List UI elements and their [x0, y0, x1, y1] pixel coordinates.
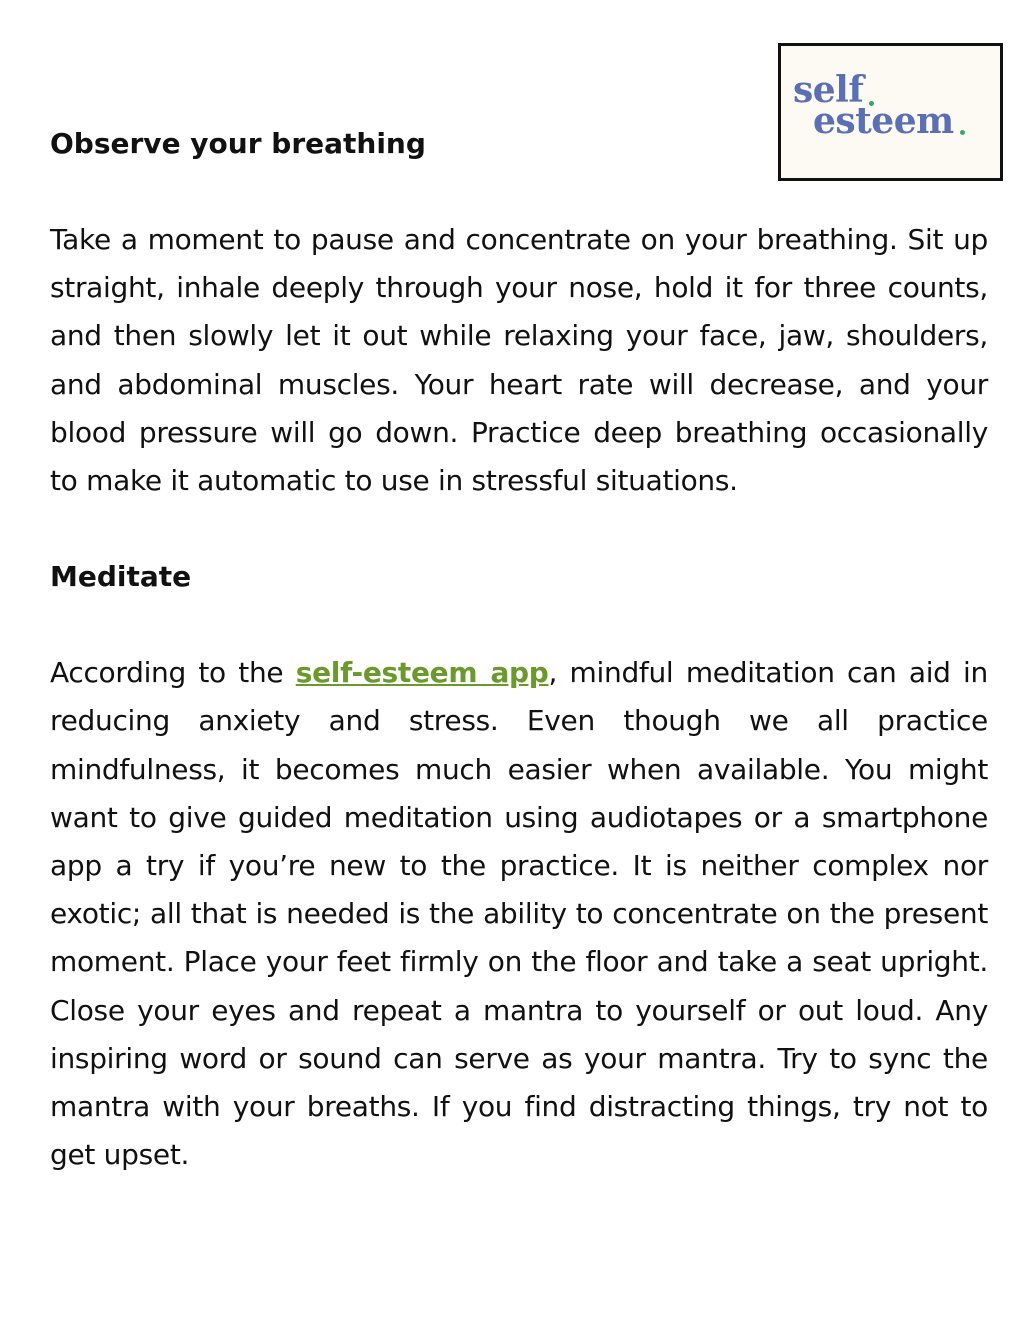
self-esteem-app-link[interactable]: self-esteem app [295, 656, 549, 690]
paragraph-meditate [50, 649, 988, 1179]
paragraph-meditate-lead: According to the [50, 656, 296, 690]
section-heading-meditate: Meditate [50, 560, 192, 594]
spacer [50, 601, 988, 649]
spacer [50, 505, 988, 553]
section-heading-breathing: Observe your breathing [50, 127, 426, 160]
spacer [50, 168, 988, 216]
logo-word-self: self [793, 69, 864, 111]
paragraph-meditate-body: , mindful meditation can aid in reducing anxiety and stress. Even though we all practice mindfulness, it becomes much easier when available. You might want to give guided meditation using audiotapes or a smartphone app a try if you’re new to the practice. It is neither complex nor exotic; all that is needed is the ability to concentrate on the present moment. Place your feet firmly on the floor and take a seat upright. Close your eyes and repeat a mantra to yourself or out loud. Any inspiring word or sound can serve as your mantra. Try to sync the mantra with your breaths. If you find distracting things, try not to get upset. [50, 656, 988, 1172]
logo-word-esteem: esteem [813, 100, 954, 142]
paragraph-breathing: Take a moment to pause and concentrate on your breathing. Sit up straight, inhale deeply through your nose, hold it for three counts, and then slowly let it out while relaxing your face, jaw, shoulders, and abdominal muscles. Your heart rate will decrease, and your blood pressure will go down. Practice deep breathing occasionally to make it automatic to use in stressful situations. [50, 223, 988, 498]
article-body [50, 120, 988, 1179]
